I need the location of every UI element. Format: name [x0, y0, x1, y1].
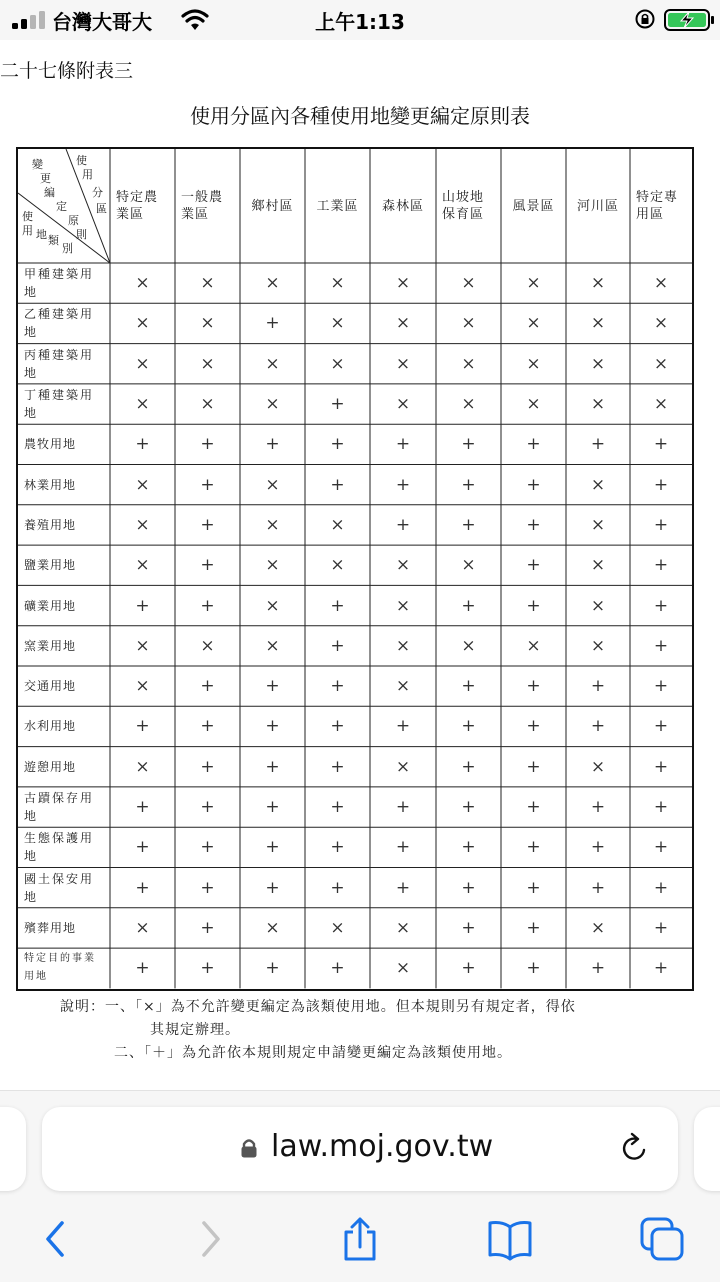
allowed-mark: + — [590, 676, 606, 697]
not-allowed-mark: × — [461, 394, 476, 415]
corner-label-char: 編 — [44, 186, 55, 199]
allowed-mark: + — [590, 797, 606, 818]
not-allowed-mark: × — [135, 313, 150, 334]
land-type-label: 遊憩用地 — [24, 759, 77, 774]
zone-header: 河川區 — [576, 198, 619, 214]
zone-header: 風景區 — [512, 198, 555, 214]
allowed-mark: + — [395, 797, 411, 818]
clock: 上午1:13 — [315, 10, 405, 34]
allowed-mark: + — [526, 555, 541, 576]
not-allowed-mark: × — [590, 635, 606, 656]
allowed-mark: + — [330, 716, 345, 737]
allowed-mark: + — [461, 917, 476, 938]
allowed-mark: + — [330, 756, 345, 777]
not-allowed-mark: × — [590, 555, 606, 576]
allowed-mark: + — [461, 434, 476, 455]
note-line-1: 說明：一、「×」為不允許變更編定為該類使用地。但本規則另有規定者，得依 — [60, 999, 576, 1015]
allowed-mark: + — [395, 474, 411, 495]
allowed-mark: + — [461, 756, 476, 777]
not-allowed-mark: × — [135, 635, 150, 656]
allowed-mark: + — [461, 676, 476, 697]
land-type-label: 甲種建築用地 — [24, 267, 95, 300]
not-allowed-mark: × — [590, 595, 606, 616]
not-allowed-mark: × — [395, 635, 411, 656]
not-allowed-mark: × — [135, 394, 150, 415]
allowed-mark: + — [395, 716, 411, 737]
allowed-mark: + — [653, 797, 669, 818]
not-allowed-mark: × — [395, 353, 411, 374]
allowed-mark: + — [265, 313, 280, 334]
not-allowed-mark: × — [200, 394, 215, 415]
not-allowed-mark: × — [395, 273, 411, 294]
not-allowed-mark: × — [135, 676, 150, 697]
page-header: 二十七條附表三 — [0, 60, 134, 82]
allowed-mark: + — [330, 635, 345, 656]
land-type-label: 丙種建築用地 — [24, 347, 95, 380]
allowed-mark: + — [135, 595, 150, 616]
not-allowed-mark: × — [461, 273, 476, 294]
not-allowed-mark: × — [135, 555, 150, 576]
not-allowed-mark: × — [590, 514, 606, 535]
not-allowed-mark: × — [265, 353, 280, 374]
allowed-mark: + — [461, 797, 476, 818]
not-allowed-mark: × — [526, 394, 541, 415]
not-allowed-mark: × — [395, 756, 411, 777]
allowed-mark: + — [200, 917, 215, 938]
zone-header: 山坡地保育區 — [442, 190, 485, 222]
not-allowed-mark: × — [461, 313, 476, 334]
not-allowed-mark: × — [395, 595, 411, 616]
allowed-mark: + — [461, 514, 476, 535]
land-type-label: 鹽業用地 — [24, 558, 77, 573]
allowed-mark: + — [200, 514, 215, 535]
allowed-mark: + — [330, 877, 345, 898]
not-allowed-mark: × — [461, 555, 476, 576]
not-allowed-mark: × — [330, 917, 345, 938]
corner-zone-char: 分 — [92, 186, 103, 199]
rotation-lock-icon — [634, 8, 656, 30]
lock-icon — [240, 1137, 258, 1159]
allowed-mark: + — [653, 555, 669, 576]
allowed-mark: + — [200, 474, 215, 495]
allowed-mark: + — [330, 394, 345, 415]
not-allowed-mark: × — [653, 313, 669, 334]
zone-header: 特定農業區 — [116, 190, 159, 222]
allowed-mark: + — [265, 676, 280, 697]
corner-label-char: 變 — [32, 158, 43, 171]
not-allowed-mark: × — [135, 514, 150, 535]
not-allowed-mark: × — [395, 676, 411, 697]
allowed-mark: + — [590, 434, 606, 455]
allowed-mark: + — [526, 514, 541, 535]
allowed-mark: + — [265, 797, 280, 818]
allowed-mark: + — [265, 877, 280, 898]
not-allowed-mark: × — [265, 555, 280, 576]
allowed-mark: + — [526, 434, 541, 455]
not-allowed-mark: × — [265, 917, 280, 938]
corner-landtype-char: 類 — [48, 234, 59, 247]
forward-icon[interactable] — [188, 1217, 232, 1261]
not-allowed-mark: × — [653, 273, 669, 294]
allowed-mark: + — [200, 756, 215, 777]
land-type-label: 古蹟保存用地 — [24, 791, 95, 824]
back-icon[interactable] — [34, 1217, 78, 1261]
not-allowed-mark: × — [526, 353, 541, 374]
corner-label-char: 定 — [56, 200, 67, 213]
allowed-mark: + — [526, 756, 541, 777]
carrier-name: 台灣大哥大 — [52, 10, 152, 34]
allowed-mark: + — [461, 595, 476, 616]
not-allowed-mark: × — [395, 917, 411, 938]
zone-header: 森林區 — [381, 198, 424, 214]
corner-zone-char: 使 — [76, 154, 87, 167]
not-allowed-mark: × — [590, 394, 606, 415]
allowed-mark: + — [200, 716, 215, 737]
land-type-label: 水利用地 — [24, 719, 77, 734]
allowed-mark: + — [265, 716, 280, 737]
url-text: law.moj.gov.tw — [271, 1129, 494, 1164]
land-type-label: 生態保護用地 — [24, 831, 95, 864]
not-allowed-mark: × — [590, 756, 606, 777]
not-allowed-mark: × — [526, 313, 541, 334]
previous-tab-preview[interactable] — [0, 1107, 26, 1191]
allowed-mark: + — [200, 676, 215, 697]
not-allowed-mark: × — [200, 273, 215, 294]
allowed-mark: + — [200, 797, 215, 818]
allowed-mark: + — [461, 716, 476, 737]
not-allowed-mark: × — [395, 555, 411, 576]
not-allowed-mark: × — [330, 353, 345, 374]
allowed-mark: + — [200, 877, 215, 898]
not-allowed-mark: × — [330, 273, 345, 294]
allowed-mark: + — [461, 958, 476, 979]
land-type-label: 窯業用地 — [24, 638, 77, 653]
not-allowed-mark: × — [265, 514, 280, 535]
allowed-mark: + — [526, 797, 541, 818]
allowed-mark: + — [653, 434, 669, 455]
allowed-mark: + — [200, 837, 215, 858]
zone-header: 工業區 — [316, 198, 359, 214]
allowed-mark: + — [590, 716, 606, 737]
allowed-mark: + — [330, 797, 345, 818]
allowed-mark: + — [653, 676, 669, 697]
zone-header: 鄉村區 — [251, 198, 294, 214]
not-allowed-mark: × — [135, 756, 150, 777]
next-tab-preview[interactable] — [694, 1107, 720, 1191]
allowed-mark: + — [395, 837, 411, 858]
bookmarks-icon[interactable] — [488, 1217, 532, 1261]
allowed-mark: + — [590, 958, 606, 979]
reload-icon[interactable] — [618, 1131, 652, 1165]
allowed-mark: + — [265, 434, 280, 455]
allowed-mark: + — [526, 595, 541, 616]
not-allowed-mark: × — [395, 394, 411, 415]
not-allowed-mark: × — [330, 555, 345, 576]
corner-landtype-char: 用 — [22, 224, 33, 237]
zone-header: 一般農業區 — [181, 190, 224, 222]
allowed-mark: + — [135, 716, 150, 737]
allowed-mark: + — [653, 958, 669, 979]
not-allowed-mark: × — [330, 313, 345, 334]
share-icon[interactable] — [338, 1217, 382, 1261]
not-allowed-mark: × — [590, 273, 606, 294]
land-type-label: 殯葬用地 — [24, 920, 77, 935]
not-allowed-mark: × — [265, 474, 280, 495]
allowed-mark: + — [200, 595, 215, 616]
not-allowed-mark: × — [653, 353, 669, 374]
allowed-mark: + — [653, 837, 669, 858]
not-allowed-mark: × — [526, 635, 541, 656]
not-allowed-mark: × — [265, 394, 280, 415]
not-allowed-mark: × — [395, 958, 411, 979]
allowed-mark: + — [590, 837, 606, 858]
allowed-mark: + — [395, 877, 411, 898]
allowed-mark: + — [653, 917, 669, 938]
not-allowed-mark: × — [461, 635, 476, 656]
allowed-mark: + — [135, 877, 150, 898]
land-type-label: 國土保安用地 — [24, 871, 95, 904]
web-content — [0, 40, 720, 1090]
allowed-mark: + — [330, 434, 345, 455]
land-type-label: 特定目的事業用地 — [24, 953, 96, 983]
not-allowed-mark: × — [526, 273, 541, 294]
not-allowed-mark: × — [330, 514, 345, 535]
allowed-mark: + — [135, 958, 150, 979]
notes-section — [60, 996, 700, 1065]
land-type-label: 林業用地 — [24, 477, 77, 492]
allowed-mark: + — [526, 837, 541, 858]
note-line-1-cont: 其規定辦理。 — [150, 1022, 240, 1038]
allowed-mark: + — [653, 514, 669, 535]
not-allowed-mark: × — [590, 313, 606, 334]
allowed-mark: + — [200, 434, 215, 455]
battery-charging-icon — [664, 8, 716, 32]
signal-icon — [12, 9, 48, 29]
allowed-mark: + — [461, 877, 476, 898]
corner-zone-char: 區 — [96, 202, 107, 215]
allowed-mark: + — [461, 474, 476, 495]
land-type-label: 養殖用地 — [24, 517, 77, 532]
not-allowed-mark: × — [590, 917, 606, 938]
allowed-mark: + — [135, 434, 150, 455]
allowed-mark: + — [526, 474, 541, 495]
allowed-mark: + — [265, 837, 280, 858]
allowed-mark: + — [135, 837, 150, 858]
allowed-mark: + — [200, 958, 215, 979]
address-bar[interactable] — [42, 1107, 678, 1191]
corner-label-char: 更 — [40, 172, 51, 185]
not-allowed-mark: × — [265, 635, 280, 656]
not-allowed-mark: × — [265, 595, 280, 616]
allowed-mark: + — [653, 756, 669, 777]
allowed-mark: + — [526, 877, 541, 898]
allowed-mark: + — [330, 676, 345, 697]
allowed-mark: + — [653, 595, 669, 616]
corner-header-cell — [18, 149, 110, 263]
allowed-mark: + — [461, 837, 476, 858]
allowed-mark: + — [330, 837, 345, 858]
not-allowed-mark: × — [135, 353, 150, 374]
not-allowed-mark: × — [461, 353, 476, 374]
corner-landtype-char: 地 — [36, 228, 47, 241]
allowed-mark: + — [395, 514, 411, 535]
land-use-matrix-table — [16, 147, 694, 991]
allowed-mark: + — [265, 756, 280, 777]
allowed-mark: + — [526, 676, 541, 697]
not-allowed-mark: × — [200, 353, 215, 374]
not-allowed-mark: × — [135, 474, 150, 495]
allowed-mark: + — [653, 877, 669, 898]
allowed-mark: + — [330, 474, 345, 495]
tabs-icon[interactable] — [640, 1217, 684, 1261]
not-allowed-mark: × — [200, 313, 215, 334]
allowed-mark: + — [653, 635, 669, 656]
not-allowed-mark: × — [395, 313, 411, 334]
corner-zone-char: 用 — [82, 168, 93, 181]
allowed-mark: + — [135, 797, 150, 818]
allowed-mark: + — [653, 716, 669, 737]
corner-label-char: 則 — [76, 228, 87, 241]
land-type-label: 乙種建築用地 — [24, 307, 95, 340]
land-type-label: 丁種建築用地 — [24, 388, 95, 421]
not-allowed-mark: × — [653, 394, 669, 415]
allowed-mark: + — [265, 958, 280, 979]
not-allowed-mark: × — [590, 353, 606, 374]
allowed-mark: + — [526, 716, 541, 737]
not-allowed-mark: × — [590, 474, 606, 495]
not-allowed-mark: × — [200, 635, 215, 656]
not-allowed-mark: × — [135, 917, 150, 938]
allowed-mark: + — [395, 434, 411, 455]
wifi-icon — [180, 8, 210, 32]
allowed-mark: + — [330, 595, 345, 616]
corner-landtype-char: 使 — [22, 210, 33, 223]
allowed-mark: + — [526, 958, 541, 979]
land-type-label: 農牧用地 — [24, 437, 77, 452]
browser-toolbar-area — [0, 1090, 720, 1282]
allowed-mark: + — [653, 474, 669, 495]
allowed-mark: + — [526, 917, 541, 938]
allowed-mark: + — [590, 877, 606, 898]
not-allowed-mark: × — [135, 273, 150, 294]
land-type-label: 交通用地 — [24, 679, 77, 694]
allowed-mark: + — [200, 555, 215, 576]
allowed-mark: + — [330, 958, 345, 979]
zone-header: 特定專用區 — [636, 190, 679, 222]
table-title: 使用分區內各種使用地變更編定原則表 — [190, 104, 530, 128]
note-line-2: 二、「＋」為允許依本規則規定申請變更編定為該類使用地。 — [114, 1045, 512, 1061]
land-type-label: 礦業用地 — [24, 598, 77, 613]
corner-label-char: 原 — [68, 214, 79, 227]
corner-landtype-char: 別 — [62, 242, 73, 255]
status-bar — [0, 0, 720, 40]
not-allowed-mark: × — [265, 273, 280, 294]
